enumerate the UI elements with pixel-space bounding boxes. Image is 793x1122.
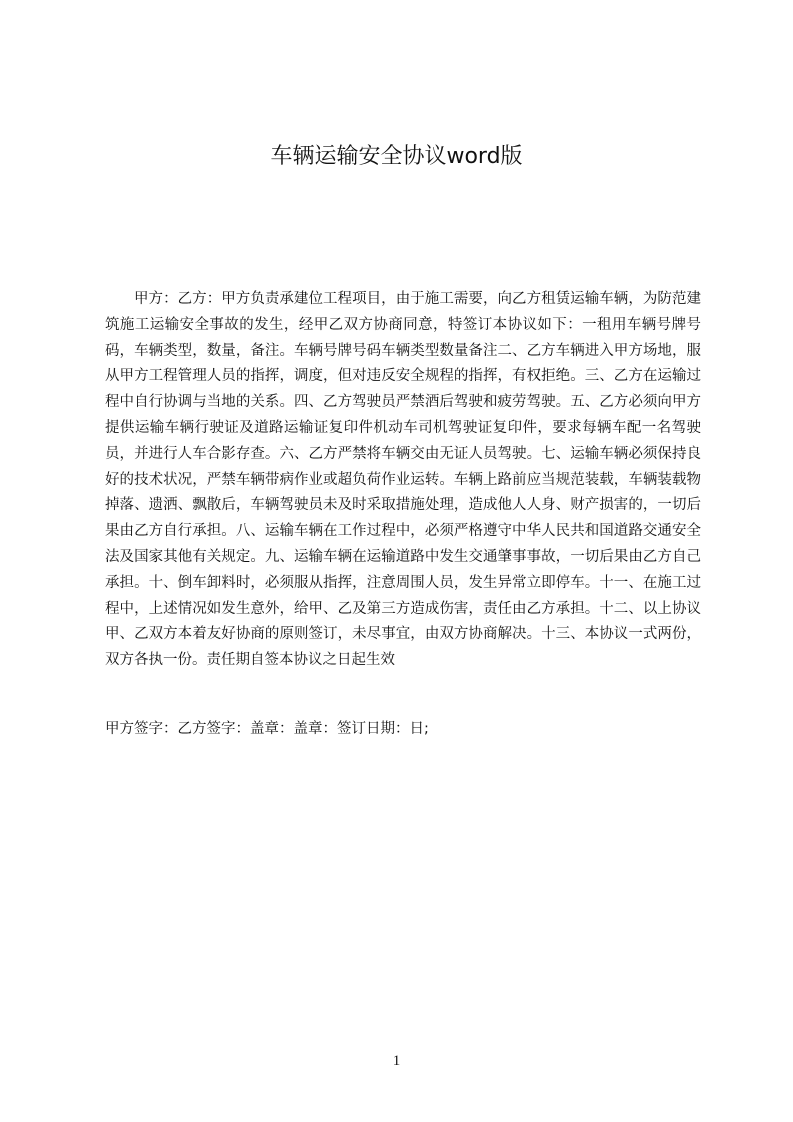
document-title: 车辆运输安全协议word版 [270, 144, 523, 169]
agreement-body: 甲方：乙方：甲方负责承建位工程项目，由于施工需要，向乙方租赁运输车辆，为防范建筑施工运输安全事故的发生，经甲乙双方协商同意，特签订本协议如下：一租用车辆号牌号码，车辆类型，数量，备注。车辆号牌号码车辆类型数量备注二、乙方车辆进入甲方场地，服从甲方工程管理人员的指挥，调度，但对违反安全规程的指挥，有权拒绝。三、乙方在运输过程中自行协调与当地的关系。四、乙方驾驶员严禁酒后驾驶和疲劳驾驶。五、乙方必须向甲方提供运输车辆行驶证及道路运输证复印件机动车司机驾驶证复印件，要求每辆车配一名驾驶员，并进行人车合影存查。六、乙方严禁将车辆交由无证人员驾驶。七、运输车辆必须保持良好的技术状况，严禁车辆带病作业或超负荷作业运转。车辆上路前应当规范装载，车辆装载物掉落、遗洒、飘散后，车辆驾驶员未及时采取措施处理，造成他人人身、财产损害的，一切后果由乙方自行承担。八、运输车辆在工作过程中，必须严格遵守中华人民共和国道路交通安全法及国家其他有关规定。九、运输车辆在运输道路中发生交通肇事事故，一切后果由乙方自己承担。十、倒车卸料时，必须服从指挥，注意周围人员，发生异常立即停车。十一、在施工过程中，上述情况如发生意外，给甲、乙及第三方造成伤害，责任由乙方承担。十二、以上协议甲、乙双方本着友好协商的原则签订，未尽事宜，由双方协商解决。十三、本协议一式两份，双方各执一份。责任期自签本协议之日起生效 [105, 291, 701, 669]
signature-line: 甲方签字：乙方签字：盖章：盖章：签订日期：日; [105, 721, 429, 737]
page-number: 1 [392, 1053, 401, 1069]
